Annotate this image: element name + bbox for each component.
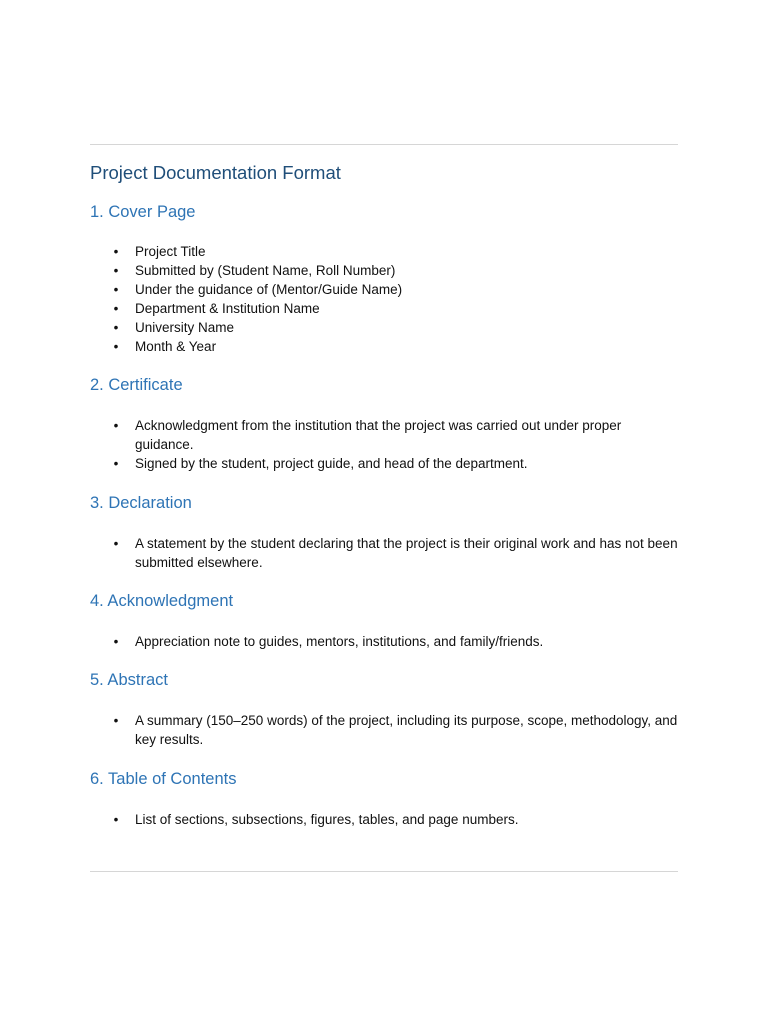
bullet-icon: • <box>113 301 119 316</box>
section-heading: 4. Acknowledgment <box>90 592 234 610</box>
list-item-text: List of sections, subsections, figures, tables, and page numbers. <box>135 812 519 827</box>
bullet-icon: • <box>113 263 119 278</box>
list-item <box>90 632 678 651</box>
section-acknowledgment <box>90 590 678 651</box>
list-item <box>90 299 678 318</box>
list-item-text: Signed by the student, project guide, and head of the department. <box>135 456 528 471</box>
bullet-list <box>90 632 678 651</box>
document-title: Project Documentation Format <box>90 162 341 183</box>
bottom-divider <box>90 871 678 872</box>
list-item-text: A summary (150–250 words) of the project, including its purpose, scope, methodology, and key results. <box>135 713 678 747</box>
bullet-list <box>90 534 678 572</box>
bullet-icon: • <box>113 418 119 433</box>
list-item-text: A statement by the student declaring that the project is their original work and has not been submitted elsewhere. <box>135 536 678 570</box>
section-declaration <box>90 492 678 572</box>
bullet-icon: • <box>113 456 119 471</box>
section-cover-page <box>90 201 678 356</box>
section-table-of-contents <box>90 768 678 829</box>
list-item <box>90 242 678 261</box>
section-certificate <box>90 374 678 473</box>
section-heading: 2. Certificate <box>90 376 183 394</box>
bullet-icon: • <box>113 282 119 297</box>
list-item-text: Month & Year <box>135 339 217 354</box>
bullet-icon: • <box>113 339 119 354</box>
list-item-text: Appreciation note to guides, mentors, institutions, and family/friends. <box>135 634 544 649</box>
document-body <box>90 160 678 829</box>
list-item-text: Under the guidance of (Mentor/Guide Name) <box>135 282 403 297</box>
bullet-icon: • <box>113 244 119 259</box>
bullet-list <box>90 242 678 356</box>
bullet-icon: • <box>113 634 119 649</box>
bullet-icon: • <box>113 536 119 551</box>
list-item <box>90 454 678 473</box>
list-item-text: Department & Institution Name <box>135 301 320 316</box>
list-item <box>90 711 678 749</box>
bullet-icon: • <box>113 320 119 335</box>
bullet-list <box>90 810 678 829</box>
bullet-list <box>90 416 678 473</box>
bullet-icon: • <box>113 713 119 728</box>
list-item-text: Project Title <box>135 244 206 259</box>
list-item <box>90 416 678 454</box>
list-item <box>90 261 678 280</box>
section-heading: 6. Table of Contents <box>90 770 237 788</box>
list-item-text: Acknowledgment from the institution that the project was carried out under proper guidance. <box>135 418 622 452</box>
list-item <box>90 318 678 337</box>
section-abstract <box>90 669 678 749</box>
section-heading: 5. Abstract <box>90 671 168 689</box>
section-heading: 3. Declaration <box>90 494 192 512</box>
list-item-text: University Name <box>135 320 235 335</box>
top-divider <box>90 144 678 145</box>
bullet-list <box>90 711 678 749</box>
list-item <box>90 810 678 829</box>
bullet-icon: • <box>113 812 119 827</box>
list-item <box>90 337 678 356</box>
list-item <box>90 534 678 572</box>
list-item-text: Submitted by (Student Name, Roll Number) <box>135 263 396 278</box>
list-item <box>90 280 678 299</box>
section-heading: 1. Cover Page <box>90 203 196 221</box>
